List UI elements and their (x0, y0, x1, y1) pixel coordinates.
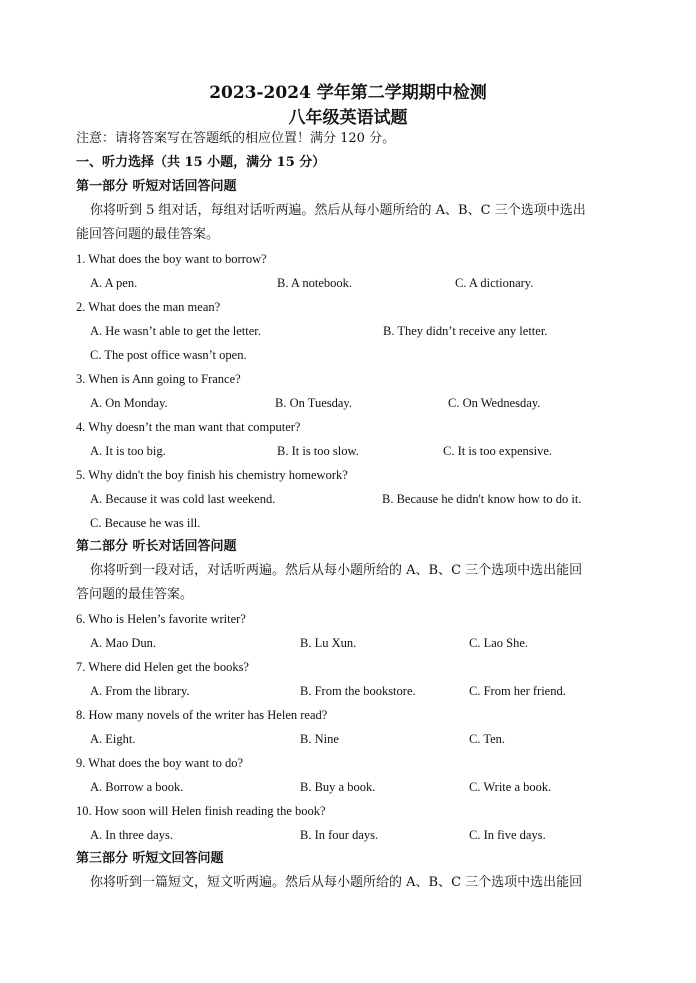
option-a: A. He wasn’t able to get the letter. (90, 324, 261, 338)
option-a: A. Because it was cold last weekend. (90, 492, 276, 506)
option-a: A. From the library. (90, 684, 190, 698)
option-a: A. Mao Dun. (90, 636, 156, 650)
option-c: C. In five days. (469, 828, 546, 842)
option-a: A. In three days. (90, 828, 173, 842)
part1-instruction-line1: 你将听到 5 组对话，每组对话听两遍。然后从每小题所给的 A、B、C 三个选项中选出 (90, 203, 586, 218)
option-b: B. Buy a book. (300, 780, 376, 794)
question-text: 4. Why doesn’t the man want that computer? (76, 420, 301, 434)
option-c: C. Write a book. (469, 780, 552, 794)
question-text: 10. How soon will Helen finish reading the book? (76, 804, 326, 818)
question-text: 1. What does the boy want to borrow? (76, 252, 267, 266)
exam-note: 注意：请将答案写在答题纸的相应位置！满分 120 分。 (76, 131, 396, 146)
part1-instruction-line2: 能回答问题的最佳答案。 (76, 227, 220, 242)
option-b: B. It is too slow. (277, 444, 359, 458)
part2-instruction-line1: 你将听到一段对话，对话听两遍。然后从每小题所给的 A、B、C 三个选项中选出能回 (90, 563, 583, 578)
question-text: 9. What does the boy want to do? (76, 756, 244, 770)
part3-instruction-line1: 你将听到一篇短文，短文听两遍。然后从每小题所给的 A、B、C 三个选项中选出能回 (90, 875, 583, 890)
question-text: 3. When is Ann going to France? (76, 372, 241, 386)
exam-title: 2023-2024 学年第二学期期中检测 (209, 83, 487, 103)
option-c: C. From her friend. (469, 684, 566, 698)
option-b: B. Because he didn't know how to do it. (382, 492, 582, 506)
option-c: C. A dictionary. (455, 276, 534, 290)
option-c: C. It is too expensive. (443, 444, 553, 458)
option-a: A. Borrow a book. (90, 780, 184, 794)
question-text: 8. How many novels of the writer has Helen read? (76, 708, 328, 722)
part2-heading: 第二部分 听长对话回答问题 (76, 539, 237, 554)
option-a: A. On Monday. (90, 396, 168, 410)
option-c: C. Lao She. (469, 636, 529, 650)
exam-subtitle: 八年级英语试题 (288, 108, 408, 128)
option-a: A. Eight. (90, 732, 136, 746)
option-b: B. They didn’t receive any letter. (383, 324, 548, 338)
option-b: B. From the bookstore. (300, 684, 416, 698)
part2-instruction-line2: 答问题的最佳答案。 (76, 587, 194, 602)
option-b: B. In four days. (300, 828, 379, 842)
option-c: C. Ten. (469, 732, 506, 746)
option-a: A. It is too big. (90, 444, 166, 458)
option-c: C. Because he was ill. (90, 516, 201, 530)
part3-heading: 第三部分 听短文回答问题 (76, 851, 224, 866)
option-b: B. A notebook. (277, 276, 353, 290)
option-c: C. The post office wasn’t open. (90, 348, 247, 362)
option-a: A. A pen. (90, 276, 138, 290)
option-b: B. Lu Xun. (300, 636, 357, 650)
question-text: 6. Who is Helen’s favorite writer? (76, 612, 246, 626)
option-b: B. Nine (300, 732, 339, 746)
part1-heading: 第一部分 听短对话回答问题 (76, 179, 237, 194)
option-b: B. On Tuesday. (275, 396, 352, 410)
question-text: 2. What does the man mean? (76, 300, 221, 314)
question-text: 5. Why didn't the boy finish his chemistry homework? (76, 468, 348, 482)
section-heading: 一、听力选择（共 15 小题，满分 15 分） (76, 155, 326, 170)
question-text: 7. Where did Helen get the books? (76, 660, 249, 674)
option-c: C. On Wednesday. (448, 396, 541, 410)
